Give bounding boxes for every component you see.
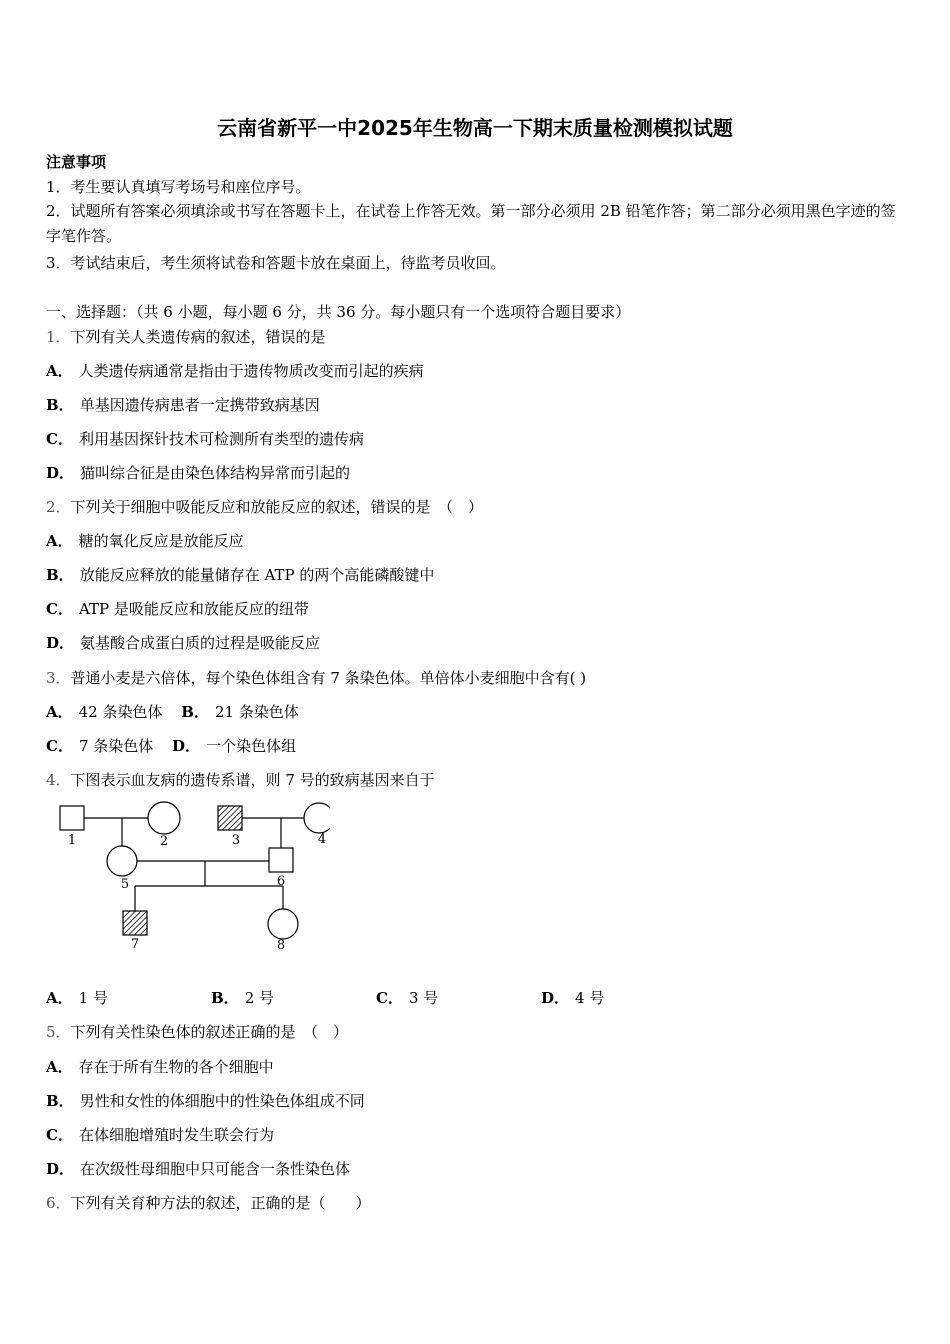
question-text: 普通小麦是六倍体，每个染色体组含有 7 条染色体。单倍体小麦细胞中含有( ): [70, 669, 587, 687]
question-1-stem: [46, 327, 326, 347]
option-d[interactable]: [541, 988, 604, 1008]
option-label: B．: [46, 566, 74, 584]
option-text: 一个染色体组: [206, 737, 297, 755]
option-d[interactable]: [46, 463, 350, 483]
question-number: 6．: [46, 1194, 71, 1212]
option-text: 人类遗传病通常是指由于遗传物质改变而引起的疾病: [78, 362, 424, 380]
option-label: C．: [46, 737, 73, 755]
option-text: 糖的氧化反应是放能反应: [78, 532, 244, 550]
option-label: C．: [46, 600, 73, 618]
pedigree-label: 5: [120, 877, 130, 892]
question-number: 2．: [46, 498, 71, 516]
option-text: 3 号: [408, 989, 439, 1007]
option-a[interactable]: [46, 531, 244, 551]
option-label: B．: [46, 396, 74, 414]
question-4-stem: [46, 770, 435, 790]
option-label: C．: [46, 1126, 73, 1144]
option-c[interactable]: [46, 736, 153, 756]
option-label: D．: [46, 464, 75, 482]
option-text: 在体细胞增殖时发生联会行为: [78, 1126, 274, 1144]
pedigree-label: 4: [317, 832, 327, 847]
notice-item: 1．考生要认真填写考场号和座位序号。: [46, 178, 311, 196]
pedigree-affected-male-3: [218, 806, 242, 830]
pedigree-label: 1: [67, 833, 77, 848]
pedigree-affected-male-7: [123, 911, 147, 935]
option-b[interactable]: [181, 702, 299, 722]
question-text: 下列有关人类遗传病的叙述，错误的是: [70, 328, 326, 346]
question-number: 3．: [46, 669, 71, 687]
option-row: [46, 988, 604, 1008]
pedigree-female-8: [268, 909, 298, 939]
question-text: 下列有关性染色体的叙述正确的是 （ ）: [70, 1023, 349, 1041]
option-d[interactable]: [46, 1159, 350, 1179]
pedigree-male-1: [60, 806, 84, 830]
question-3-stem: [46, 668, 586, 688]
notice-item: 2．试题所有答案必须填涂或书写在答题卡上，在试卷上作答无效。第一部分必须用 2B 铅笔作答；第二部分必须用黑色字迹的签字笔作答。: [46, 202, 896, 245]
option-text: 放能反应释放的能量储存在 ATP 的两个高能磷酸键中: [79, 566, 435, 584]
pedigree-label: 6: [276, 874, 286, 889]
option-label: D．: [46, 634, 75, 652]
option-label: B．: [181, 703, 209, 721]
pedigree-female-5: [107, 846, 137, 876]
option-label: B．: [211, 989, 239, 1007]
option-label: C．: [376, 989, 403, 1007]
option-a[interactable]: [46, 361, 424, 381]
pedigree-label: 8: [276, 938, 286, 953]
question-6-stem: [46, 1193, 371, 1213]
pedigree-female-4: [304, 803, 330, 833]
pedigree-label: 2: [159, 834, 169, 849]
option-label: C．: [46, 430, 73, 448]
option-text: 42 条染色体: [78, 703, 163, 721]
option-text: ATP 是吸能反应和放能反应的纽带: [78, 600, 309, 618]
option-label: D．: [172, 737, 201, 755]
option-b[interactable]: [46, 395, 320, 415]
option-text: 1 号: [78, 989, 108, 1007]
option-row: [46, 736, 296, 756]
option-label: A．: [46, 1058, 73, 1076]
option-text: 猫叫综合征是由染色体结构异常而引起的: [80, 464, 351, 482]
option-c[interactable]: [376, 988, 541, 1008]
option-label: A．: [46, 362, 73, 380]
option-a[interactable]: [46, 988, 211, 1008]
option-text: 男性和女性的体细胞中的性染色体组成不同: [79, 1092, 365, 1110]
question-text: 下列关于细胞中吸能反应和放能反应的叙述，错误的是 （ ）: [70, 498, 484, 516]
question-number: 4．: [46, 771, 71, 789]
question-text: 下列有关育种方法的叙述，正确的是（ ）: [70, 1194, 371, 1212]
question-number: 1．: [46, 328, 71, 346]
option-b[interactable]: [211, 988, 376, 1008]
option-text: 7 条染色体: [78, 737, 154, 755]
notice-heading: 注意事项: [46, 153, 107, 171]
option-row: [46, 702, 299, 722]
option-b[interactable]: [46, 565, 434, 585]
pedigree-diagram: [50, 798, 330, 956]
option-a[interactable]: [46, 1057, 274, 1077]
pedigree-label: 3: [231, 833, 241, 848]
option-label: D．: [541, 989, 570, 1007]
option-label: A．: [46, 989, 73, 1007]
option-text: 2 号: [244, 989, 274, 1007]
section-heading: 一、选择题：（共 6 小题，每小题 6 分，共 36 分。每小题只有一个选项符合题目要求）: [46, 303, 631, 321]
pedigree-label: 7: [130, 937, 140, 952]
option-text: 存在于所有生物的各个细胞中: [78, 1058, 274, 1076]
option-label: B．: [46, 1092, 74, 1110]
question-number: 5．: [46, 1023, 71, 1041]
option-text: 4 号: [575, 989, 605, 1007]
option-label: D．: [46, 1160, 75, 1178]
pedigree-male-6: [269, 848, 293, 872]
page-title: 云南省新平一中2025年生物高一下期末质量检测模拟试题: [217, 116, 733, 140]
option-d[interactable]: [172, 736, 296, 756]
option-text: 利用基因探针技术可检测所有类型的遗传病: [78, 430, 364, 448]
option-b[interactable]: [46, 1091, 365, 1111]
option-label: A．: [46, 703, 73, 721]
option-d[interactable]: [46, 633, 320, 653]
pedigree-female-2: [148, 802, 180, 834]
option-label: A．: [46, 532, 73, 550]
option-c[interactable]: [46, 599, 309, 619]
option-c[interactable]: [46, 1125, 274, 1145]
option-text: 在次级性母细胞中只可能含一条性染色体: [80, 1160, 351, 1178]
question-5-stem: [46, 1022, 348, 1042]
question-2-stem: [46, 497, 483, 517]
option-text: 21 条染色体: [214, 703, 299, 721]
option-a[interactable]: [46, 702, 163, 722]
option-text: 氨基酸合成蛋白质的过程是吸能反应: [80, 634, 321, 652]
option-text: 单基因遗传病患者一定携带致病基因: [79, 396, 320, 414]
question-text: 下图表示血友病的遗传系谱，则 7 号的致病基因来自于: [70, 771, 435, 789]
option-c[interactable]: [46, 429, 364, 449]
notice-item: 3．考试结束后，考生须将试卷和答题卡放在桌面上，待监考员收回。: [46, 254, 506, 272]
